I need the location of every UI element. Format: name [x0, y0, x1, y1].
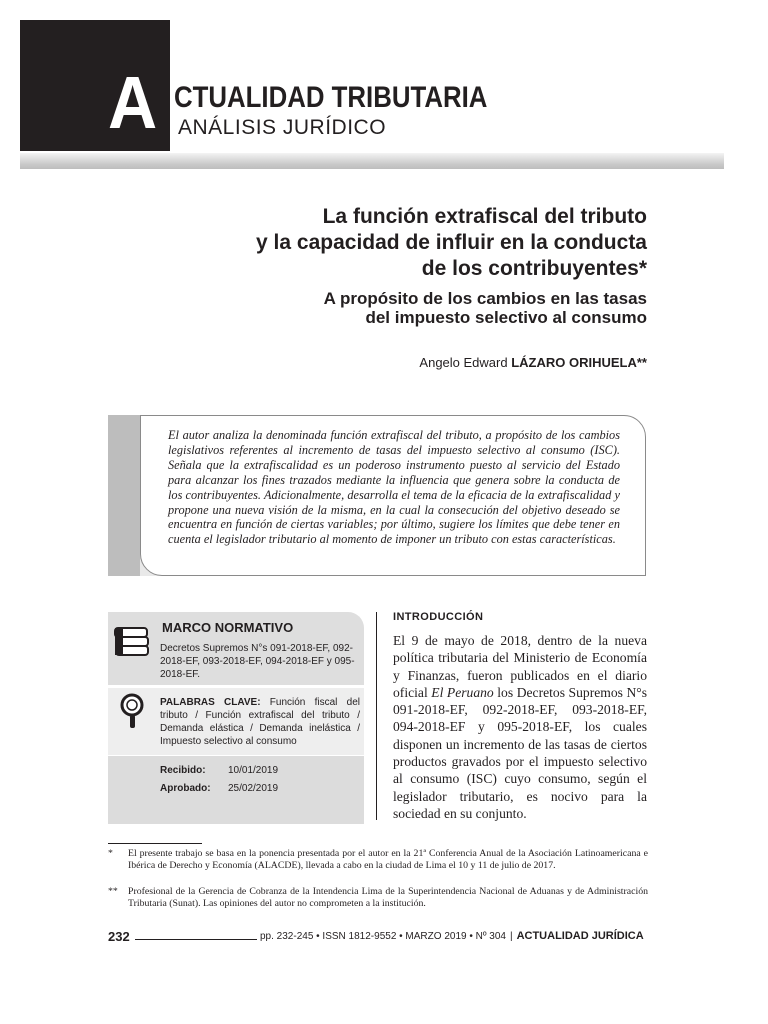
footnote [108, 886, 648, 910]
article-title-line: de los contribuyentes* [421, 257, 647, 280]
footnote-mark: * [108, 848, 113, 859]
approved-label: Aprobado: [160, 783, 211, 794]
article-subtitle-line: del impuesto selectivo al consumo [365, 308, 647, 327]
info-panel [108, 612, 364, 812]
article-subtitle-line: A propósito de los cambios en las tasas [323, 289, 647, 308]
marco-normativo-text: Decretos Supremos N°s 091-2018-EF, 092-2018-EF, 093-2018-EF, 094-2018-EF y 095-2018-EF. [160, 643, 355, 680]
approved-date: 25/02/2019 [228, 783, 279, 794]
author-byline [419, 355, 647, 370]
received-date: 10/01/2019 [228, 765, 279, 776]
footer-publication-info: pp. 232-245 • ISSN 1812-9552 • MARZO 2019 • Nº 304 [260, 931, 506, 942]
keywords-label: PALABRAS CLAVE: [160, 697, 261, 708]
author-last-name: LÁZARO ORIHUELA** [511, 355, 647, 370]
section-title: CTUALIDAD TRIBUTARIA [174, 81, 488, 114]
footnote [108, 848, 648, 872]
footer-meta [260, 930, 644, 942]
abstract-side-tab [108, 415, 140, 576]
intro-text-part: los Decretos Supremos N°s 091-2018-EF, 092-2018-EF, 093-2018-EF, 094-2018-EF y 095-2018-EF, los cuales disponen un incremento de las tasas de ciertos productos gravados por el impuesto selectivo al consumo (ISC) cuyo consumo, según el legislador tributario, es nocivo para la sociedad en su conjunto. [393, 684, 648, 821]
footnote-rule [108, 843, 202, 844]
author-first-name: Angelo Edward [419, 355, 508, 370]
footnote-text: El presente trabajo se basa en la ponencia presentada por el autor en la 21ª Conferencia Anual de la Asociación Latinoamericana e Ibérica de Derecho y Economía (ALACDE), llevada a cabo en la ciudad de Lima el 10 y 11 de julio de 2017. [128, 848, 648, 871]
abstract-label: RESUMEN [10, 463, 22, 525]
footer-journal-name: ACTUALIDAD JURÍDICA [516, 930, 644, 942]
marco-normativo-title: MARCO NORMATIVO [162, 620, 294, 635]
keywords-values: Función fiscal del tributo / Función extrafiscal del tributo / Demanda elástica / Demanda inelástica / Impuesto selectivo al consumo [160, 697, 360, 747]
received-label: Recibido: [160, 765, 206, 776]
article-title-line: La función extrafiscal del tributo [322, 205, 647, 228]
article-title-line: y la capacidad de influir en la conducta [256, 231, 647, 254]
header-shaded-bar [20, 153, 724, 169]
keywords-text [160, 696, 360, 748]
section-subtitle: ANÁLISIS JURÍDICO [178, 116, 387, 139]
introduction-heading: INTRODUCCIÓN [393, 611, 484, 623]
magnifier-icon [118, 692, 148, 730]
footnote-text: Profesional de la Gerencia de Cobranza de la Intendencia Lima de la Superintendencia Nacional de Aduanas y de Administración Tributaria (Sunat). Las opiniones del autor no comprometen a la institución. [128, 886, 648, 909]
abstract-text: El autor analiza la denominada función extrafiscal del tributo, a propósito de los cambios legislativos referentes al incremento de tasas del impuesto selectivo al consumo (ISC). Señala que la extrafiscalidad es un poderoso instrumento puesto al servicio del Estado para alcanzar los fines trazados mediante la influencia que genera sobre la conducta de los contribuyentes. Adicionalmente, desarrolla el tema de la eficacia de la extrafiscalidad y propone una nueva visión de la misma, en la cual la consecución del objetivo deseado se encuentra en función de ciertas variables; por último, sugiere los límites que debe tener en cuenta el legislador tributario al momento de imponer un tributo con estas características. [168, 428, 620, 547]
footer-rule [135, 939, 257, 940]
introduction-paragraph [393, 632, 647, 822]
article-subtitle [87, 289, 647, 327]
dates-block [160, 762, 278, 798]
article-title [87, 204, 647, 282]
footer-separator: | [509, 931, 513, 942]
intro-text-part: El 9 de mayo de 2018, dentro de la nueva política tributaria del Ministerio de Economía y Finanzas, fueron publicados en el diario oficial [393, 633, 647, 700]
page-number: 232 [108, 929, 130, 944]
header-initial-letter: A [108, 61, 158, 144]
footnote-mark: ** [108, 886, 118, 897]
newspaper-name: El Peruano [431, 684, 494, 700]
books-icon [114, 622, 152, 658]
column-divider [376, 612, 377, 820]
